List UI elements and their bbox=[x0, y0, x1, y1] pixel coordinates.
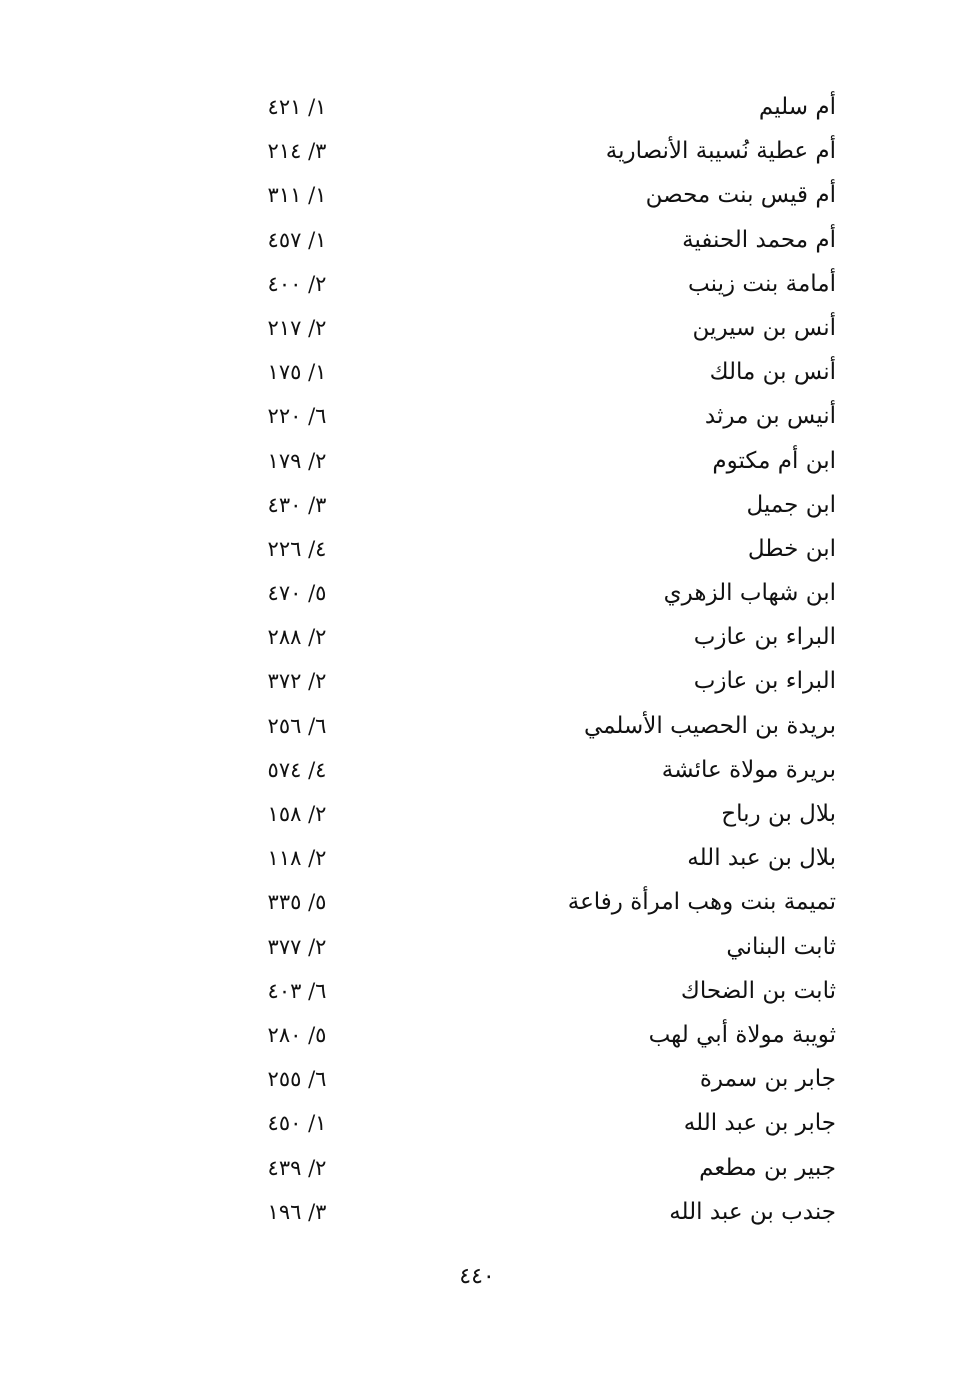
entry-name: بريرة مولاة عائشة bbox=[661, 756, 836, 783]
entry-reference: ٦/ ٤٠٣ bbox=[267, 978, 327, 1003]
entry-name: جابر بن سمرة bbox=[699, 1066, 836, 1093]
entry-reference: ١/ ٣١١ bbox=[267, 183, 327, 208]
entry-name: جندب بن عبد الله bbox=[669, 1198, 836, 1225]
entry-name: جبير بن مطعم bbox=[699, 1154, 836, 1181]
index-entry bbox=[240, 219, 840, 263]
entry-reference: ٢/ ٣٧٧ bbox=[267, 934, 327, 959]
entry-reference: ٦/ ٢٢٠ bbox=[267, 404, 327, 429]
entry-name: أنيس بن مرثد bbox=[704, 403, 836, 430]
index-entry bbox=[240, 1102, 840, 1146]
entry-name: ابن جميل bbox=[746, 491, 836, 518]
entry-reference: ٣/ ٢١٤ bbox=[267, 139, 327, 164]
index-entry bbox=[240, 705, 840, 749]
index-entry bbox=[240, 837, 840, 881]
entry-name: تميمة بنت وهب امرأة رفاعة bbox=[567, 889, 836, 916]
entry-name: ابن شهاب الزهري bbox=[663, 580, 836, 607]
index-entry bbox=[240, 793, 840, 837]
index-entry bbox=[240, 572, 840, 616]
entry-name: أم قيس بنت محصن bbox=[645, 182, 836, 209]
entry-reference: ٢/ ١١٨ bbox=[267, 846, 327, 871]
entry-name: أمامة بنت زينب bbox=[688, 270, 836, 297]
entry-name: أم عطية نُسيبة الأنصارية bbox=[605, 138, 836, 165]
entry-name: بريدة بن الحصيب الأسلمي bbox=[583, 712, 836, 739]
entry-name: ابن خطل bbox=[747, 535, 836, 562]
index-entry bbox=[240, 174, 840, 218]
entry-reference: ٢/ ٤٣٩ bbox=[267, 1155, 327, 1180]
index-entry bbox=[240, 351, 840, 395]
entry-reference: ٥/ ٤٧٠ bbox=[267, 581, 327, 606]
entry-reference: ٢/ ٣٧٢ bbox=[267, 669, 327, 694]
index-entry bbox=[240, 881, 840, 925]
index-entry bbox=[240, 970, 840, 1014]
entry-reference: ٢/ ٤٠٠ bbox=[267, 271, 327, 296]
entry-reference: ٢/ ٢١٧ bbox=[267, 315, 327, 340]
index-entry bbox=[240, 1058, 840, 1102]
entry-name: أنس بن مالك bbox=[709, 359, 836, 386]
entry-reference: ١/ ٤٥٠ bbox=[267, 1111, 327, 1136]
entry-reference: ٣/ ٤٣٠ bbox=[267, 492, 327, 517]
index-entry bbox=[240, 440, 840, 484]
entry-name: بلال بن عبد الله bbox=[687, 845, 836, 872]
entry-reference: ١/ ٤٢١ bbox=[267, 95, 327, 119]
index-entry bbox=[240, 660, 840, 704]
entry-reference: ٦/ ٢٥٦ bbox=[267, 713, 327, 738]
entry-reference: ١/ ٤٥٧ bbox=[267, 227, 327, 252]
entry-name: جابر بن عبد الله bbox=[683, 1110, 836, 1137]
index-entry bbox=[240, 1014, 840, 1058]
entry-name: بلال بن رباح bbox=[721, 801, 836, 827]
index-entry bbox=[240, 484, 840, 528]
entry-reference: ٦/ ٢٥٥ bbox=[267, 1067, 327, 1092]
entry-reference: ٥/ ٢٨٠ bbox=[267, 1022, 327, 1047]
entry-name: أم سليم bbox=[758, 94, 836, 120]
index-entry bbox=[240, 263, 840, 307]
entry-reference: ٥/ ٣٣٥ bbox=[267, 890, 327, 915]
entry-reference: ٤/ ٢٢٦ bbox=[267, 536, 327, 561]
name-index-list bbox=[240, 86, 840, 1235]
index-entry bbox=[240, 749, 840, 793]
entry-name: ثابت بن الضحاك bbox=[680, 977, 836, 1004]
index-entry bbox=[240, 1147, 840, 1191]
entry-name: أم محمد الحنفية bbox=[682, 226, 836, 253]
entry-reference: ٢/ ١٥٨ bbox=[267, 802, 327, 826]
index-entry bbox=[240, 307, 840, 351]
index-entry bbox=[240, 616, 840, 660]
index-entry bbox=[240, 130, 840, 174]
index-entry bbox=[240, 528, 840, 572]
entry-reference: ٢/ ١٧٩ bbox=[267, 448, 327, 473]
entry-reference: ١/ ١٧٥ bbox=[267, 360, 327, 385]
index-entry bbox=[240, 86, 840, 130]
entry-reference: ٣/ ١٩٦ bbox=[267, 1199, 327, 1224]
entry-name: ابن أم مكتوم bbox=[712, 447, 836, 474]
entry-name: ثويبة مولاة أبي لهب bbox=[648, 1021, 836, 1048]
entry-name: البراء بن عازب bbox=[693, 624, 836, 651]
index-entry bbox=[240, 1191, 840, 1235]
entry-name: البراء بن عازب bbox=[693, 668, 836, 695]
entry-reference: ٢/ ٢٨٨ bbox=[267, 625, 327, 650]
entry-name: أنس بن سيرين bbox=[692, 314, 836, 341]
entry-name: ثابت البناني bbox=[726, 933, 836, 960]
page-number: ٤٤٠ bbox=[459, 1264, 495, 1289]
index-entry bbox=[240, 395, 840, 439]
entry-reference: ٤/ ٥٧٤ bbox=[267, 757, 327, 782]
index-entry bbox=[240, 926, 840, 970]
